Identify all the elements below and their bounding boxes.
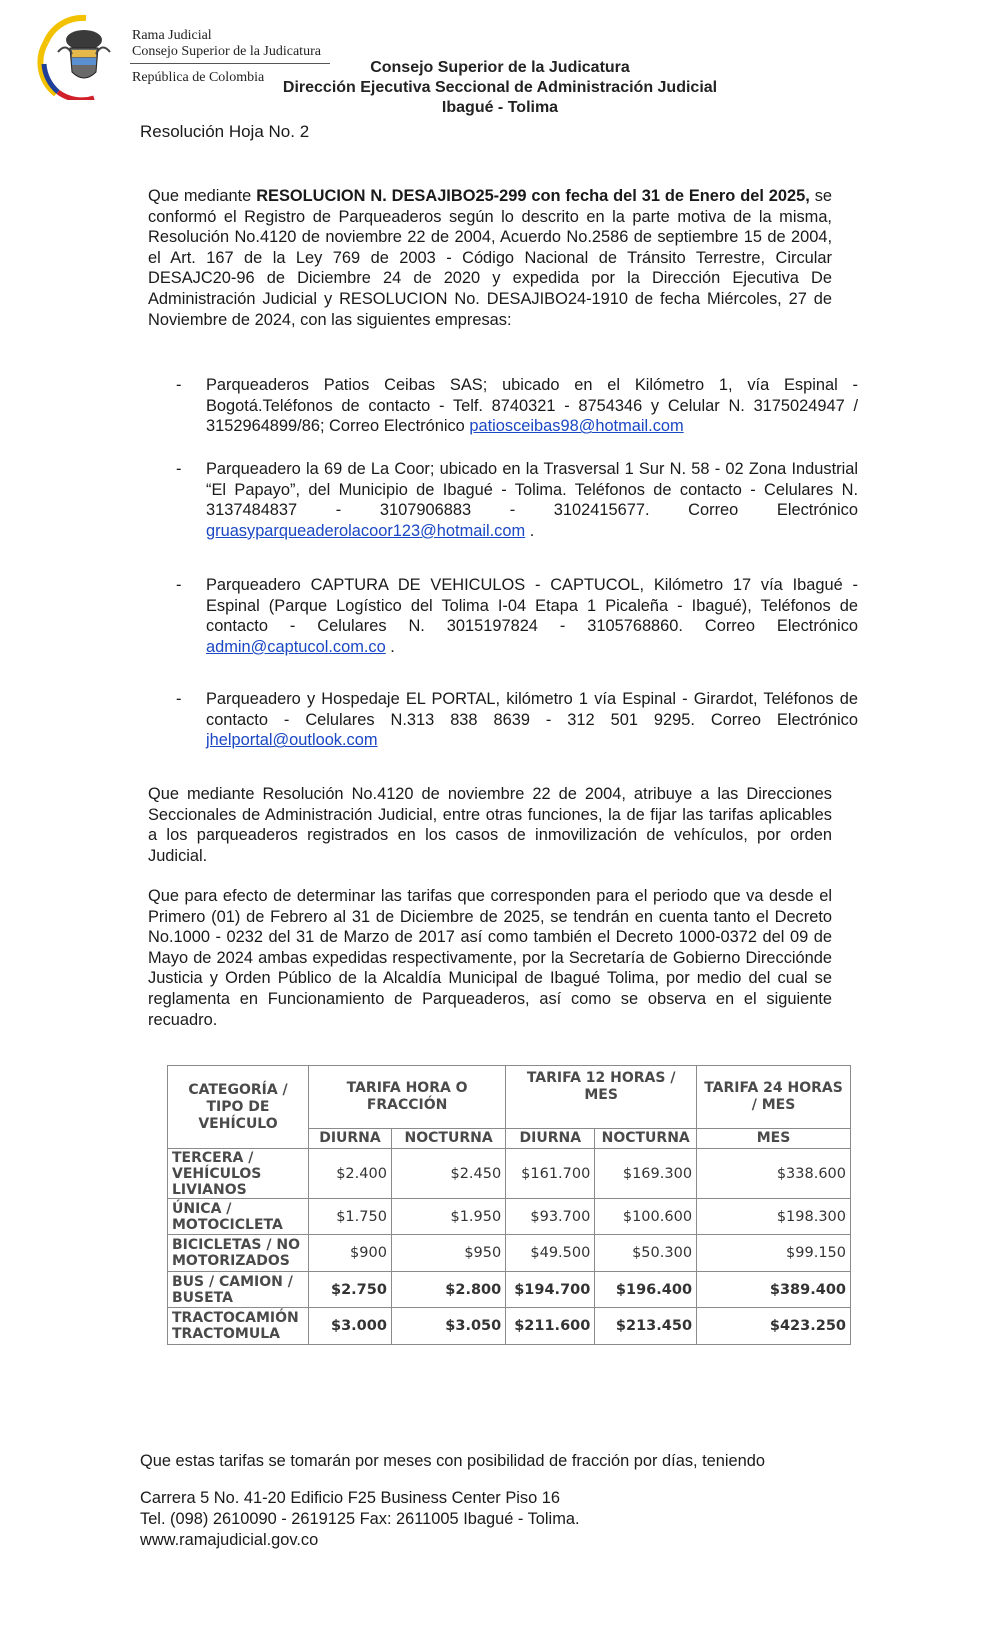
- table-cell: $99.150: [697, 1235, 851, 1272]
- row-category: ÚNICA / MOTOCICLETA: [168, 1198, 309, 1235]
- paragraph-resolucion-4120: Que mediante Resolución No.4120 de noviembre 22 de 2004, atribuye a las Direcciones Seccionales de Administración Judicial, entre otras funciones, la de fijar las tarifas aplicables a los parqueaderos registrados en los casos de inmovilización de vehículos, por orden Judicial.: [148, 785, 832, 865]
- table-cell: $194.700: [506, 1271, 595, 1308]
- intro-paragraph: [148, 186, 832, 330]
- table-cell: $423.250: [697, 1308, 851, 1345]
- table-cell: $100.600: [595, 1198, 697, 1235]
- consejo-label: Consejo Superior de la Judicatura: [132, 44, 321, 59]
- row-category: BUS / CAMION / BUSETA: [168, 1271, 309, 1308]
- table-cell: $169.300: [595, 1149, 697, 1199]
- table-cell: $950: [391, 1235, 505, 1272]
- row-category: TERCERA / VEHÍCULOS LIVIANOS: [168, 1149, 309, 1199]
- table-cell: $93.700: [506, 1198, 595, 1235]
- row-category: TRACTOCAMIÓN TRACTOMULA: [168, 1308, 309, 1345]
- table-cell: $2.400: [309, 1149, 392, 1199]
- sub-diurna: DIURNA: [506, 1128, 595, 1148]
- header-tarifa-24: TARIFA 24 HORAS / MES: [697, 1066, 851, 1129]
- table-cell: $3.000: [309, 1308, 392, 1345]
- header-tarifa-hora: TARIFA HORA O FRACCIÓN: [309, 1066, 506, 1129]
- email-link[interactable]: patiosceibas98@hotmail.com: [469, 417, 684, 436]
- institution-block: [132, 28, 321, 85]
- row-category: BICICLETAS / NO MOTORIZADOS: [168, 1235, 309, 1272]
- table-row: [168, 1149, 851, 1199]
- list-item: - Parqueaderos Patios Ceibas SAS; ubicado en el Kilómetro 1, vía Espinal - Bogotá.Teléfonos de contacto - Telf. 8740321 - 8754346 y Celular N. 3175024947 / 3152964899/86; Correo Electrónico patiosceibas98@hotmail.com: [176, 376, 858, 436]
- table-row: [168, 1271, 851, 1308]
- table-cell: $213.450: [595, 1308, 697, 1345]
- footer-website[interactable]: www.ramajudicial.gov.co: [140, 1531, 319, 1549]
- email-link[interactable]: gruasyparqueaderolacoor123@hotmail.com: [206, 521, 526, 540]
- table-cell: $50.300: [595, 1235, 697, 1272]
- table-cell: $3.050: [391, 1308, 505, 1345]
- table-row: [168, 1198, 851, 1235]
- table-cell: $338.600: [697, 1149, 851, 1199]
- footer-phone: Tel. (098) 2610090 - 2619125 Fax: 2611005 Ibagué - Tolima.: [140, 1510, 580, 1528]
- header-title-3: Ibagué - Tolima: [441, 99, 559, 116]
- email-link[interactable]: admin@captucol.com.co: [206, 637, 386, 656]
- intro-text-b: se conformó el Registro de Parqueaderos según lo descrito en la parte motiva de la misma, Resolución No.4120 de noviembre 22 de 2004, Acuerdo No.2586 de septiembre 15 de 2004, el Art. 167 de la Ley 769 de 2003 - Código Nacional de Tránsito Terrestre, Circular DESAJC20-96 de Diciembre 24 de 2020 y expedida por la Dirección Ejecutiva De Administración Judicial y RESOLUCION No. DESAJIBO24-1910 de fecha Miércoles, 27 de Noviembre de 2024, con las siguientes empresas:: [148, 187, 833, 329]
- table-cell: $2.750: [309, 1271, 392, 1308]
- table-row: [168, 1308, 851, 1345]
- header-tarifa-12: TARIFA 12 HORAS / MES: [506, 1066, 697, 1129]
- header-title-1: Consejo Superior de la Judicatura: [370, 59, 630, 76]
- list-item: - Parqueadero y Hospedaje EL PORTAL, kilómetro 1 vía Espinal - Girardot, Teléfonos de contacto - Celulares N.313 838 8639 - 312 501 9295. Correo Electrónico jhelportal@outlook.com: [176, 690, 858, 750]
- table-row: [168, 1235, 851, 1272]
- table-cell: $161.700: [506, 1149, 595, 1199]
- intro-text-a: Que mediante: [148, 187, 257, 205]
- table-cell: $389.400: [697, 1271, 851, 1308]
- header-titles: [240, 58, 760, 118]
- intro-resolution: RESOLUCION N. DESAJIBO25-299 con fecha del 31 de Enero del 2025,: [256, 187, 810, 205]
- email-link[interactable]: jhelportal@outlook.com: [206, 731, 378, 750]
- coat-of-arms-icon: [36, 12, 128, 100]
- table-cell: $49.500: [506, 1235, 595, 1272]
- table-cell: $1.950: [391, 1198, 505, 1235]
- sub-mes: MES: [697, 1128, 851, 1148]
- table-cell: $2.450: [391, 1149, 505, 1199]
- table-cell: $198.300: [697, 1198, 851, 1235]
- republica-label: República de Colombia: [132, 70, 265, 85]
- table-cell: $1.750: [309, 1198, 392, 1235]
- tarifas-table: [167, 1065, 851, 1345]
- sub-nocturna: NOCTURNA: [595, 1128, 697, 1148]
- table-cell: $211.600: [506, 1308, 595, 1345]
- page-number: Resolución Hoja No. 2: [140, 122, 310, 141]
- table-cell: $2.800: [391, 1271, 505, 1308]
- paragraph-tarifas-periodo: Que para efecto de determinar las tarifas que corresponden para el periodo que va desde el Primero (01) de Febrero al 31 de Diciembre de 2025, se tendrán en cuenta tanto el Decreto No.1000 - 0232 del 31 de Marzo de 2017 así como también el Decreto 1000-0372 del 09 de Mayo de 2024 ambas expedidas respectivamente, por la Secretaría de Gobierno Direccióndе Justicia y Orden Público de la Alcaldía Municipal de Ibagué Tolima, por medio del cual se reglamenta en Funcionamiento de Parqueaderos, así como se observa en el siguiente recuadro.: [148, 887, 832, 1029]
- footer-address: Carrera 5 No. 41-20 Edificio F25 Business Center Piso 16: [140, 1489, 560, 1507]
- rama-judicial-label: Rama Judicial: [132, 28, 212, 43]
- footer: [140, 1488, 580, 1551]
- sub-nocturna: NOCTURNA: [391, 1128, 505, 1148]
- sub-diurna: DIURNA: [309, 1128, 392, 1148]
- table-cell: $900: [309, 1235, 392, 1272]
- list-item: - Parqueadero CAPTURA DE VEHICULOS - CAPTUCOL, Kilómetro 17 vía Ibagué - Espinal (Parque Logístico del Tolima I-04 Etapa 1 Picaleña - Ibagué), Teléfonos de contacto - Celulares N. 3015197824 - 3105768860. Correo Electrónico admin@captucol.com.co .: [176, 576, 858, 656]
- closing-line: Que estas tarifas se tomarán por meses con posibilidad de fracción por días, teniendo: [140, 1452, 766, 1470]
- list-item: - Parqueadero la 69 de La Coor; ubicado en la Trasversal 1 Sur N. 58 - 02 Zona Industrial “El Papayo”, del Municipio de Ibagué - Tolima. Teléfonos de contacto - Celulares N. 3137484837 - 3107906883 - 3102415677. Correo Electrónico gruasyparqueaderolacoor123@hotmail.com .: [176, 460, 858, 540]
- table-cell: $196.400: [595, 1271, 697, 1308]
- header-title-2: Dirección Ejecutiva Seccional de Administración Judicial: [282, 79, 718, 96]
- header-categoria: CATEGORÍA / TIPO DE VEHÍCULO: [168, 1066, 309, 1149]
